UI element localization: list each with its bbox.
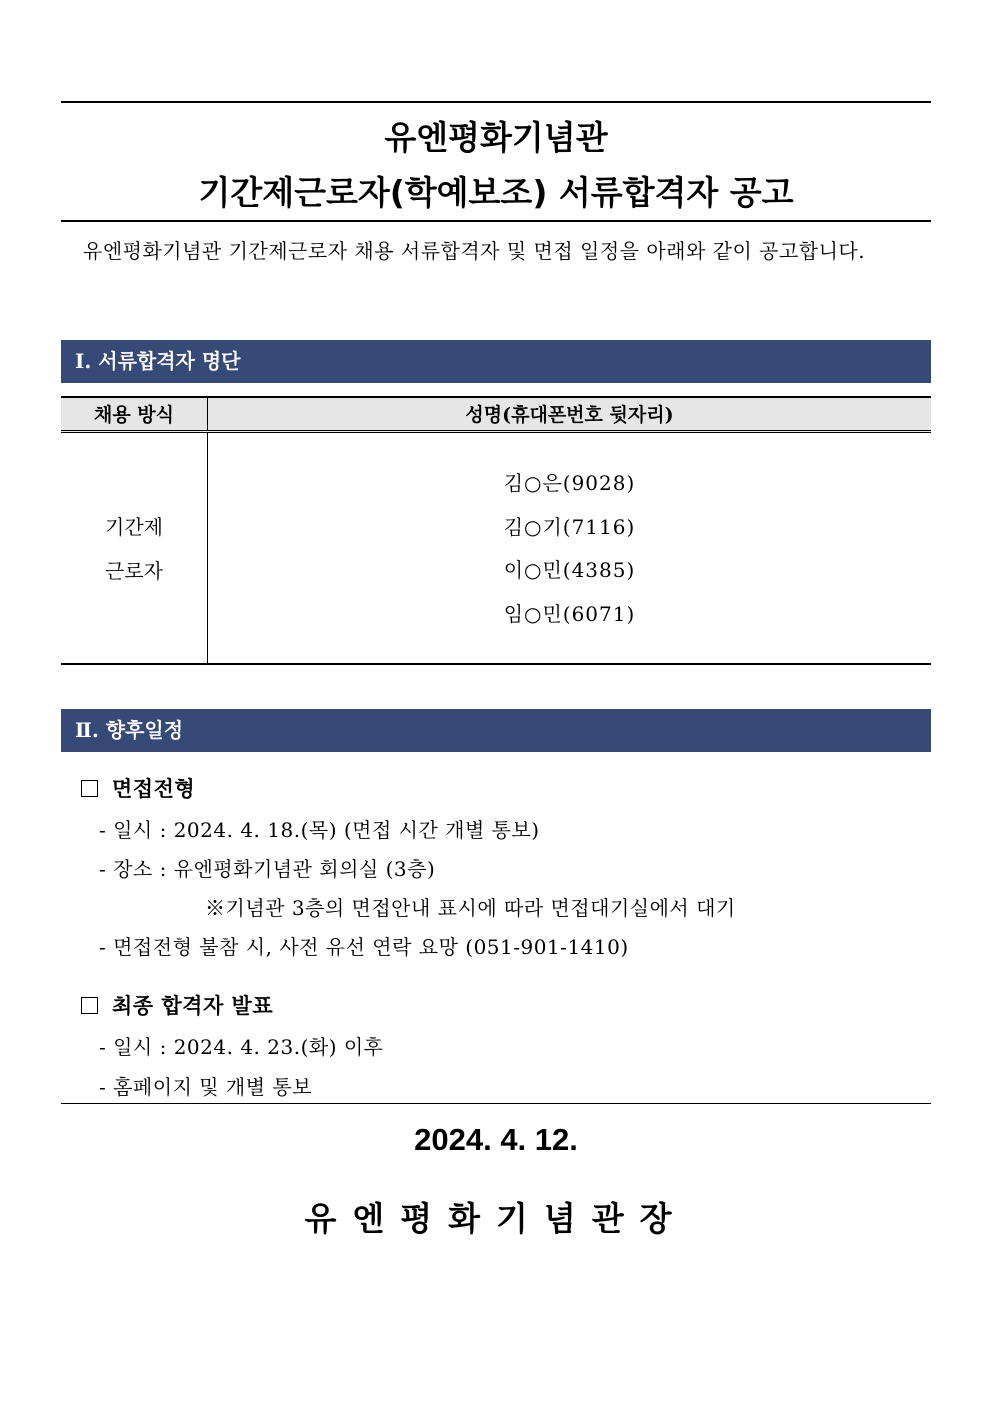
final-title: 최종 합격자 발표: [112, 993, 274, 1018]
section2-heading: Ⅱ. 향후일정: [61, 709, 931, 752]
category-line2: 근로자: [105, 559, 163, 583]
final-date: - 일시 : 2024. 4. 23.(화) 이후: [99, 1035, 384, 1059]
section1-heading: Ⅰ. 서류합격자 명단: [61, 340, 931, 383]
title-bottom-rule: [61, 220, 931, 222]
interview-title: 면접전형: [112, 776, 196, 801]
list-item: 김○기(7116): [503, 514, 636, 539]
interview-note: ※기념관 3층의 면접안내 표시에 따라 면접대기실에서 대기: [205, 896, 736, 920]
table-bottom-rule: [61, 663, 931, 665]
category-cell: [61, 505, 207, 593]
header-name: 성명(휴대폰번호 뒷자리): [465, 404, 674, 426]
top-rule: [61, 101, 931, 103]
footer-rule: [61, 1103, 931, 1104]
interview-date: - 일시 : 2024. 4. 18.(목) (면접 시간 개별 통보): [99, 818, 540, 842]
title-notice: 기간제근로자(학예보조) 서류합격자 공고: [198, 173, 794, 212]
checkbox-square-icon: [81, 997, 98, 1014]
interview-place: - 장소 : 유엔평화기념관 회의실 (3층): [99, 857, 436, 881]
final-heading: [81, 990, 273, 1020]
category-line1: 기간제: [105, 515, 163, 539]
interview-absence: - 면접전형 불참 시, 사전 유선 연락 요망 (051-901-1410): [99, 935, 629, 959]
list-item: 임○민(6071): [503, 601, 636, 626]
final-notice: - 홈페이지 및 개별 통보: [99, 1075, 313, 1099]
table-header: [61, 396, 931, 433]
interview-heading: [81, 773, 195, 803]
names-cell: [208, 462, 931, 636]
title-org: 유엔평화기념관: [384, 118, 608, 157]
list-item: 김○은(9028): [503, 471, 636, 495]
intro-text: 유엔평화기념관 기간제근로자 채용 서류합격자 및 면접 일정을 아래와 같이 공고합니다.: [83, 239, 866, 263]
header-method: 채용 방식: [93, 404, 175, 426]
issuer-name: 유엔평화기념관장: [304, 1199, 688, 1238]
checkbox-square-icon: [81, 780, 98, 797]
issue-date: 2024. 4. 12.: [414, 1122, 578, 1157]
list-item: 이○민(4385): [503, 558, 636, 582]
